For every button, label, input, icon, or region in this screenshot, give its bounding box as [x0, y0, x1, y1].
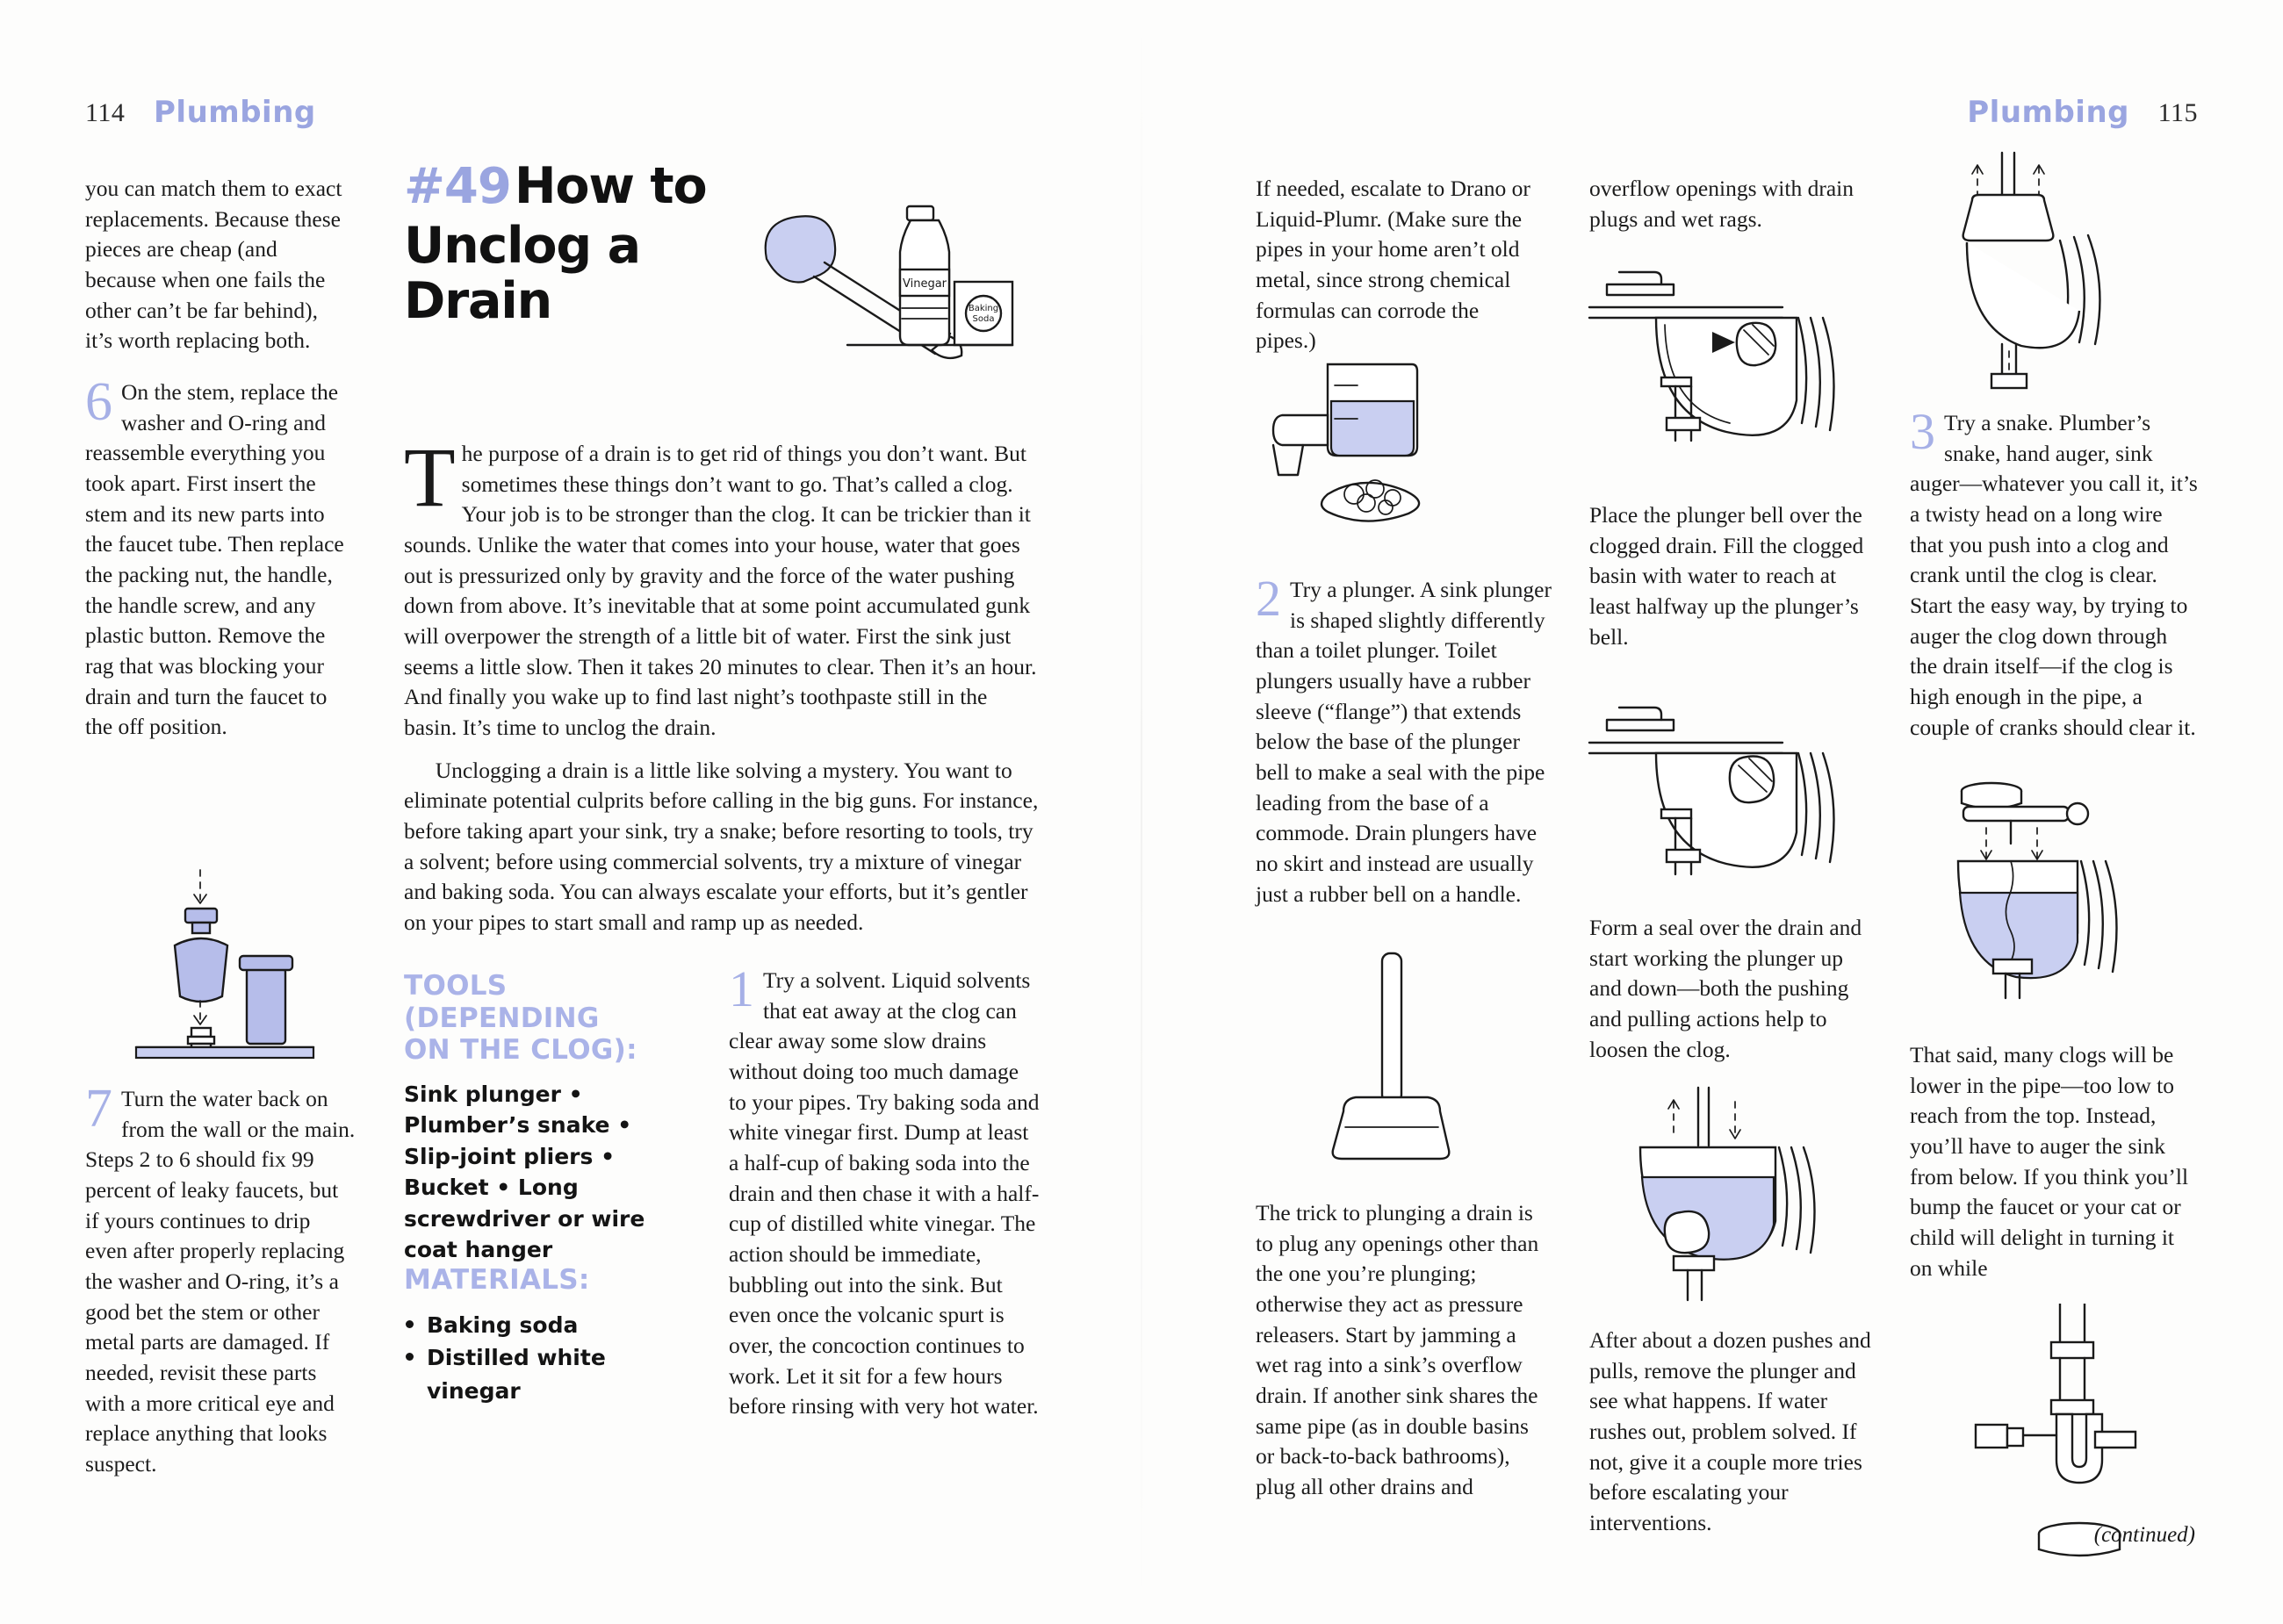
sink-overflow-illustration [1581, 255, 1870, 500]
continued-note: (continued) [2093, 1523, 2195, 1547]
left-col2-body [404, 430, 1041, 951]
left-col1-text [85, 174, 349, 755]
step-3-text: Try a snake. Plumber’s snake, hand auger, sink auger—whatever you call it, it’s a twisty head on a long wire that you push into a clog and crank until the clog is clear. Start the easy way, by trying to auger the clog down through the drain itself—if the clog is high enough in the pipe, a couple of cranks should clear it. [1910, 410, 2198, 740]
tools-list: Sink plunger • Plumber’s snake • Slip-joint pliers • Bucket • Long screwdriver or wire coat hanger [404, 1081, 645, 1263]
page-number-left: 114 [85, 98, 126, 127]
svg-text:Vinegar: Vinegar [902, 277, 947, 291]
plunging-action-illustration [1589, 1084, 1879, 1304]
article-title-block [404, 158, 773, 328]
step-1-text: Try a solvent. Liquid solvents that eat away at the clog can clear away some slow drains without doing too much damage to your pipes. Try baking soda and white vinegar first. Dump at least a half-cup of baking soda into the drain and then chase it with a half-cup of distilled white vinegar. The action should be immediate, bubbling out into the sink. But even once the volcanic spurt is over, the concoction continues to work. Let it sit for a few hours before rinsing with very hot water. [729, 967, 1040, 1419]
article-number: #49 [404, 158, 511, 215]
materials-block [404, 1264, 694, 1407]
step-number-1: 1 [729, 960, 754, 1017]
tools-block [404, 970, 694, 1266]
materials-heading: MATERIALS: [404, 1264, 590, 1296]
running-head-left: Plumbing [154, 95, 316, 130]
page-gutter [1141, 0, 1142, 1624]
material-item: Distilled white vinegar [404, 1341, 694, 1407]
tools-heading-line2: ON THE CLOG): [404, 1034, 637, 1067]
carryover-paragraph-right: If needed, escalate to Drano or Liquid-Plumr. (Make sure the pipes in your home aren’t old metal, since strong chemical formulas can corrode the pipes.) [1256, 176, 1530, 354]
step-2-text: Try a plunger. A sink plunger is shaped slightly differently than a toilet plunger. Toilet plungers usually have a rubber sleeve (“flange”) that extends below the base of the plunger bell to make a seal with the pipe leading from the base of a commode. Drain plungers have no skirt and instead are usually just a rubber bell on a handle. [1256, 577, 1552, 907]
right-col6-step3 [1910, 403, 2200, 755]
step-number-7: 7 [85, 1079, 112, 1139]
right-col5-carryover: overflow openings with drain plugs and wet rags. [1589, 176, 1854, 232]
measuring-cup-illustration [1247, 347, 1537, 557]
right-col4-carryover [1256, 174, 1541, 369]
carryover-paragraph: you can match them to exact replacements. Because these pieces are cheap (and because when one fails the other can’t be far behind), it’s worth replacing both. [85, 176, 342, 354]
faucet-stem-illustration [83, 865, 364, 1067]
intro-paragraph-2: Unclogging a drain is a little like solving a mystery. You want to eliminate potential culprits before calling in the big guns. For instance, before taking apart your sink, try a snake; before resorting to tools, try a solvent; before using commercial solvents, try a mixture of vinegar and baking soda. You can always escalate your efforts, but it’s gentler on your pipes to start small and ramp up as needed. [404, 757, 1039, 936]
tools-illustration [751, 189, 1041, 430]
plunger-pipes-illustration [1914, 149, 2204, 404]
left-col1-step7 [85, 1079, 357, 1492]
intro-paragraph-1: he purpose of a drain is to get rid of things you don’t want. But sometimes these things don’t want to go. That’s called a clog. Your job is to be stronger than the clog. It can be trickier than it sounds. Unlike the water that comes into your house, water that goes out is pressurized only by gravity and the force of the water pushing down from above. It’s inevitable that at some point accumulated gunk will overpower the strength of a little bit of water. First the sink just seems a little slow. Then it takes 20 minutes to clear. Then it’s an hour. And finally you wake up to find last night’s toothpaste still in the basin. It’s time to unclog the drain. [404, 441, 1037, 741]
page-number-right: 115 [2157, 98, 2198, 127]
left-col3-step1 [729, 960, 1041, 1434]
sink-plunger-illustration [1291, 948, 1502, 1185]
plunger-seal-illustration [1581, 693, 1870, 913]
drop-cap: T [404, 430, 456, 524]
tools-heading-line1: TOOLS (DEPENDING [404, 970, 600, 1034]
step-number-2: 2 [1256, 570, 1281, 627]
right-col6-caption: That said, many clogs will be lower in the pipe—too low to reach from the top. Instead, you’ll have to auger the sink from below. If you think you’ll bump the faucet or your cat or child will delight in turning it on while [1910, 1042, 2189, 1281]
material-item: Baking soda [404, 1309, 694, 1342]
step-6-text: On the stem, replace the washer and O-ring and reassemble everything you took apart. First insert the stem and its new parts into the faucet tube. Then replace the packing nut, the handle, the handle screw, and any plastic button. Remove the rag that was blocking your drain and turn the faucet to the off position. [85, 379, 344, 740]
right-col4-caption: The trick to plunging a drain is to plug any openings other than the one you’re plunging; otherwise they act as pressure releasers. Start by jamming a wet rag into a sink’s overflow drain. If another sink shares the same pipe (as in double basins or back-to-back bathrooms), plug all other drains and [1256, 1200, 1539, 1500]
step-number-6: 6 [85, 372, 112, 433]
right-col5-caption-2: Form a seal over the drain and start working the plunger up and down—both the pushing and pulling actions help to loosen the clog. [1589, 915, 1862, 1062]
article-title-line2: Unclog a Drain [404, 217, 640, 330]
svg-text:Soda: Soda [972, 314, 995, 324]
running-head-right: Plumbing [1967, 95, 2129, 130]
tools-heading [404, 970, 694, 1067]
materials-list [404, 1309, 694, 1408]
article-title-line1: How to [514, 157, 707, 215]
step-7-text: Turn the water back on from the wall or the main. Steps 2 to 6 should fix 99 percent of leaky faucets, but if yours continues to drip even after properly replacing the washer and O-ring, it’s a good bet the stem or other metal parts are damaged. If needed, revisit these parts with a more critical eye and replace anything that looks suspect. [85, 1086, 356, 1477]
step-number-3: 3 [1910, 403, 1935, 460]
drain-snake-illustration [1905, 777, 2204, 1031]
svg-text:Baking: Baking [968, 304, 999, 313]
right-col4-step2 [1256, 570, 1554, 922]
right-col5-caption-3: After about a dozen pushes and pulls, remove the plunger and see what happens. If water rushes out, problem solved. If not, give it a couple more tries before escalating your interventions. [1589, 1327, 1871, 1536]
right-col5-caption-1: Place the plunger bell over the clogged drain. Fill the clogged basin with water to reach at least halfway up the plunger’s bell. [1589, 502, 1864, 650]
